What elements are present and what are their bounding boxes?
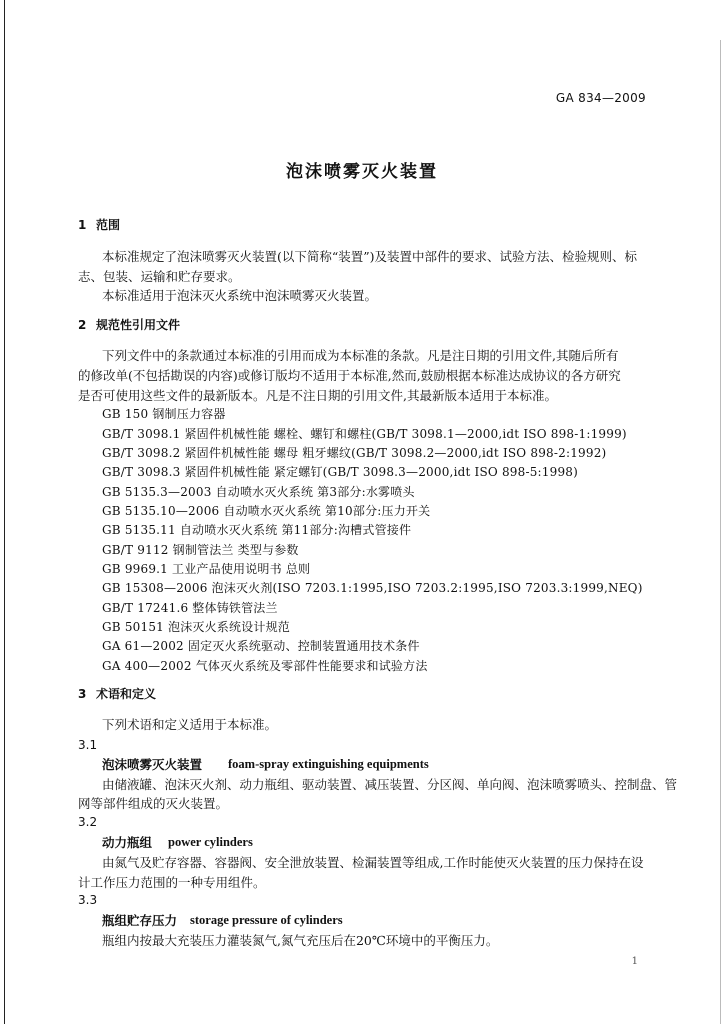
reference-item: GB 9969.1 工业产品使用说明书 总则 (102, 562, 311, 576)
reference-item: GB/T 3098.1 紧固件机械性能 螺栓、螺钉和螺柱(GB/T 3098.1—2000,idt ISO 898-1:1999) (102, 427, 627, 441)
term-3-2-definition-line: 计工作压力范围的一种专用组件。 (78, 875, 266, 890)
section-1-paragraph-line: 志、包装、运输和贮存要求。 (78, 269, 241, 284)
reference-item: GA 400—2002 气体灭火系统及零部件性能要求和试验方法 (102, 659, 428, 673)
term-3-1-chinese: 泡沫喷雾灭火装置 (102, 757, 203, 772)
section-1-paragraph-line: 本标准规定了泡沫喷雾灭火装置(以下简称“装置”)及装置中部件的要求、试验方法、检验规则、标 (102, 249, 638, 264)
term-3-3-definition-line: 瓶组内按最大充装压力灌装氮气,氮气充压后在20℃环境中的平衡压力。 (102, 933, 499, 948)
section-2-paragraph-line: 是否可使用这些文件的最新版本。凡是不注日期的引用文件,其最新版本适用于本标准。 (78, 388, 557, 403)
term-3-3-english: storage pressure of cylinders (190, 913, 343, 927)
term-3-2-chinese: 动力瓶组 (102, 835, 153, 850)
term-3-1-english: foam-spray extinguishing equipments (228, 757, 429, 771)
reference-item: GB/T 17241.6 整体铸铁管法兰 (102, 601, 278, 615)
section-1-heading: 范围 (96, 218, 121, 232)
section-1-number: 1 (78, 218, 87, 232)
section-3-number: 3 (78, 687, 87, 701)
section-2-heading: 规范性引用文件 (96, 318, 181, 332)
term-3-2-english: power cylinders (168, 835, 253, 849)
term-3-3-chinese: 瓶组贮存压力 (102, 913, 178, 928)
term-3-2-number: 3.2 (78, 815, 98, 829)
standard-number: GA 834—2009 (555, 91, 646, 105)
term-3-2-definition-line: 由氮气及贮存容器、容器阀、安全泄放装置、检漏装置等组成,工作时能使灭火装置的压力保持在设 (102, 855, 644, 870)
page-left-edge (4, 0, 5, 1024)
reference-item: GB 50151 泡沫灭火系统设计规范 (102, 620, 291, 634)
term-3-3-number: 3.3 (78, 893, 98, 907)
section-2-number: 2 (78, 318, 87, 332)
reference-item: GB/T 3098.2 紧固件机械性能 螺母 粗牙螺纹(GB/T 3098.2—2000,idt ISO 898-2:1992) (102, 446, 607, 460)
reference-item: GA 61—2002 固定灭火系统驱动、控制装置通用技术条件 (102, 639, 420, 653)
section-2-paragraph-line: 下列文件中的条款通过本标准的引用而成为本标准的条款。凡是注日期的引用文件,其随后所有 (102, 348, 619, 363)
reference-item: GB 5135.10—2006 自动喷水灭火系统 第10部分:压力开关 (102, 504, 431, 518)
document-title: 泡沫喷雾灭火装置 (286, 162, 438, 182)
reference-item: GB 150 钢制压力容器 (102, 407, 226, 421)
reference-item: GB 5135.11 自动喷水灭火系统 第11部分:沟槽式管接件 (102, 523, 412, 537)
section-3-intro: 下列术语和定义适用于本标准。 (102, 717, 278, 732)
page-number: 1 (631, 956, 638, 967)
page-right-edge (720, 40, 721, 1024)
reference-item: GB/T 9112 钢制管法兰 类型与参数 (102, 543, 299, 557)
reference-item: GB 5135.3—2003 自动喷水灭火系统 第3部分:水雾喷头 (102, 485, 415, 499)
term-3-1-number: 3.1 (78, 738, 98, 752)
section-2-paragraph-line: 的修改单(不包括勘误的内容)或修订版均不适用于本标准,然而,鼓励根据本标准达成协议的各方研究 (78, 368, 621, 383)
reference-item: GB 15308—2006 泡沫灭火剂(ISO 7203.1:1995,ISO 7203.2:1995,ISO 7203.3:1999,NEQ) (102, 581, 643, 595)
term-3-1-definition-line: 网等部件组成的灭火装置。 (78, 796, 229, 811)
term-3-1-definition-line: 由储液罐、泡沫灭火剂、动力瓶组、驱动装置、减压装置、分区阀、单向阀、泡沫喷雾喷头、控制盘、管 (102, 777, 678, 792)
reference-item: GB/T 3098.3 紧固件机械性能 紧定螺钉(GB/T 3098.3—2000,idt ISO 898-5:1998) (102, 465, 578, 479)
section-1-paragraph: 本标准适用于泡沫灭火系统中泡沫喷雾灭火装置。 (102, 288, 378, 303)
section-3-heading: 术语和定义 (96, 687, 157, 701)
